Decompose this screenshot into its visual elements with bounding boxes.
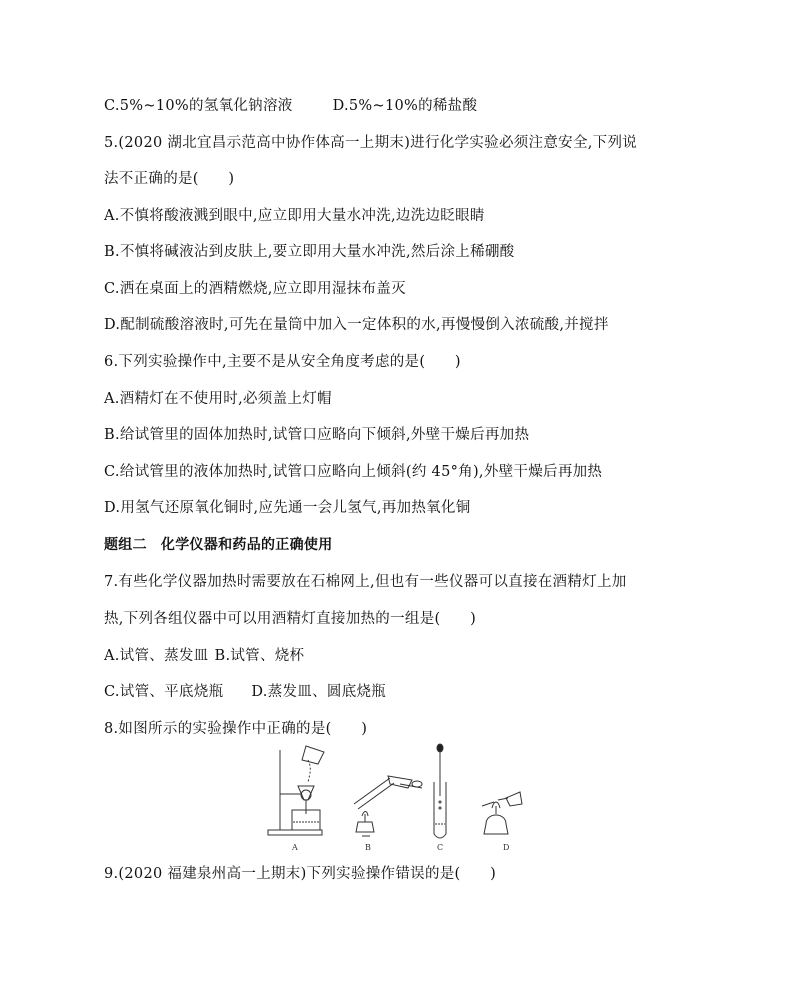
option-d: D.5%~10%的稀盐酸 (332, 98, 478, 114)
figure-label-c: C (437, 843, 444, 852)
question-9-stem: 9.(2020 福建泉州高一上期末)下列实验操作错误的是( ) (104, 866, 497, 882)
figure-d-alcohol-lamp (482, 792, 522, 834)
question-7-option-b: B.试管、烧杯 (214, 648, 305, 664)
figure-c-dropper (434, 744, 446, 838)
figure-a-filtration (268, 746, 324, 835)
question-7-option-a: A.试管、蒸发皿 (104, 648, 209, 664)
question-6-stem: 6.下列实验操作中,主要不是从安全角度考虑的是( ) (104, 354, 461, 370)
question-7-options-a-b (104, 644, 304, 665)
figure-label-d: D (503, 843, 510, 852)
question-6-option-a: A.酒精灯在不使用时,必须盖上灯帽 (104, 391, 332, 407)
figure-b-heating-tube (354, 776, 422, 836)
question-6-option-d: D.用氢气还原氧化铜时,应先通一会儿氢气,再加热氧化铜 (104, 500, 471, 516)
question-5-option-a: A.不慎将酸液溅到眼中,应立即用大量水冲洗,边洗边眨眼睛 (104, 208, 485, 224)
question-5-option-c: C.洒在桌面上的酒精燃烧,应立即用湿抹布盖灭 (104, 281, 406, 297)
question-7-options-c-d (104, 680, 386, 701)
question-5-option-b: B.不慎将碱液沾到皮肤上,要立即用大量水冲洗,然后涂上稀硼酸 (104, 244, 515, 260)
question-7-stem-1: 7.有些化学仪器加热时需要放在石棉网上,但也有一些仪器可以直接在酒精灯上加 (104, 574, 627, 590)
question-7-stem-2: 热,下列各组仪器中可以用酒精灯直接加热的一组是( ) (104, 611, 477, 627)
question-5-stem-2: 法不正确的是( ) (104, 171, 235, 187)
question-7-option-c: C.试管、平底烧瓶 (104, 684, 224, 700)
figure-label-b: B (365, 843, 371, 852)
group-2-heading (104, 534, 333, 554)
question-6-option-c: C.给试管里的液体加热时,试管口应略向上倾斜(约 45°角),外壁干燥后再加热 (104, 464, 603, 480)
question-8-stem: 8.如图所示的实验操作中正确的是( ) (104, 721, 368, 737)
option-line-c-d (104, 94, 477, 115)
figure-label-a: A (292, 843, 298, 852)
lab-operations-figure (262, 742, 527, 854)
question-7-option-d: D.蒸发皿、圆底烧瓶 (251, 684, 387, 700)
question-6-option-b: B.给试管里的固体加热时,试管口应略向下倾斜,外壁干燥后再加热 (104, 427, 530, 443)
group-2-label: 题组二 (104, 537, 147, 553)
option-c: C.5%~10%的氢氧化钠溶液 (104, 98, 293, 114)
question-5-stem-1: 5.(2020 湖北宜昌示范高中协作体高一上期末)进行化学实验必须注意安全,下列说 (104, 135, 638, 151)
group-2-title: 化学仪器和药品的正确使用 (160, 537, 333, 553)
question-5-option-d: D.配制硫酸溶液时,可先在量筒中加入一定体积的水,再慢慢倒入浓硫酸,并搅拌 (104, 317, 609, 333)
